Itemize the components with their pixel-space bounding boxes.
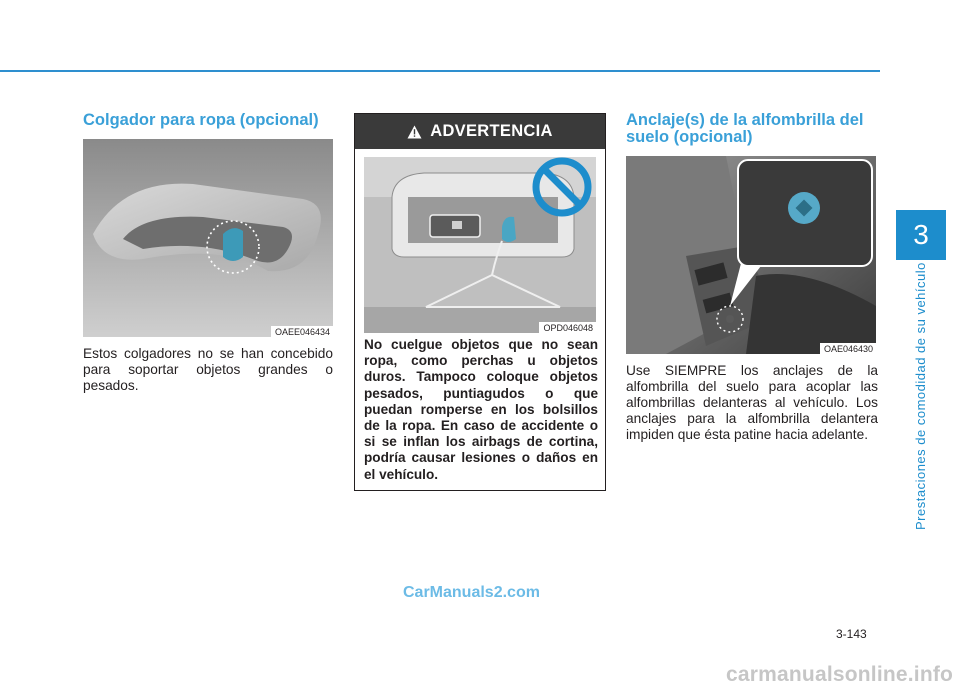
floor-mat-illustration xyxy=(626,156,876,354)
page-number: 3-143 xyxy=(836,627,867,641)
floor-mat-image-code: OAE046430 xyxy=(820,343,876,354)
top-rule xyxy=(0,70,880,72)
hanger-illustration xyxy=(364,157,596,333)
warning-box xyxy=(354,113,606,491)
floor-mat-heading: Anclaje(s) de la alfombrilla del suelo (opcional) xyxy=(626,111,864,146)
warning-header xyxy=(355,114,605,149)
warning-body: No cuelgue objetos que no sean ropa, como perchas u objetos duros. Tampoco coloque objetos pesados, puntiagudos o que puedan romperse en los bolsillos de la ropa. En caso de accidente o si se inflan los airbags de cortina, podría causar lesiones o daños en el vehículo. xyxy=(364,337,598,482)
warning-image-code: OPD046048 xyxy=(539,322,596,333)
coat-hook-heading-block xyxy=(83,112,343,129)
warning-photo xyxy=(364,157,596,333)
watermark-top: CarManuals2.com xyxy=(403,584,540,601)
warning-title: ADVERTENCIA xyxy=(430,122,553,140)
coat-hook-heading: Colgador para ropa (opcional) xyxy=(83,111,319,129)
floor-mat-heading-block xyxy=(626,112,886,146)
coat-hook-body: Estos colgadores no se han concebido para soportar objetos grandes o pesados. xyxy=(83,346,333,393)
chapter-tab xyxy=(896,210,946,260)
coat-hook-photo xyxy=(83,139,333,337)
chapter-side-title xyxy=(871,262,960,530)
chapter-number: 3 xyxy=(913,219,929,250)
floor-mat-photo xyxy=(626,156,876,354)
coat-hook-image-code: OAEE046434 xyxy=(271,326,333,337)
chapter-title: Prestaciones de comodidad de su vehículo xyxy=(913,262,928,530)
floor-mat-body: Use SIEMPRE los anclajes de la alfombrilla del suelo para acoplar las alfombrillas delanteras al vehículo. Los anclajes para la alfombrilla delantera impiden que ésta patine hacia adelante. xyxy=(626,363,878,442)
warning-triangle-icon xyxy=(407,125,422,139)
coat-hook-illustration xyxy=(83,139,333,337)
watermark-bottom: carmanualsonline.info xyxy=(726,663,954,686)
